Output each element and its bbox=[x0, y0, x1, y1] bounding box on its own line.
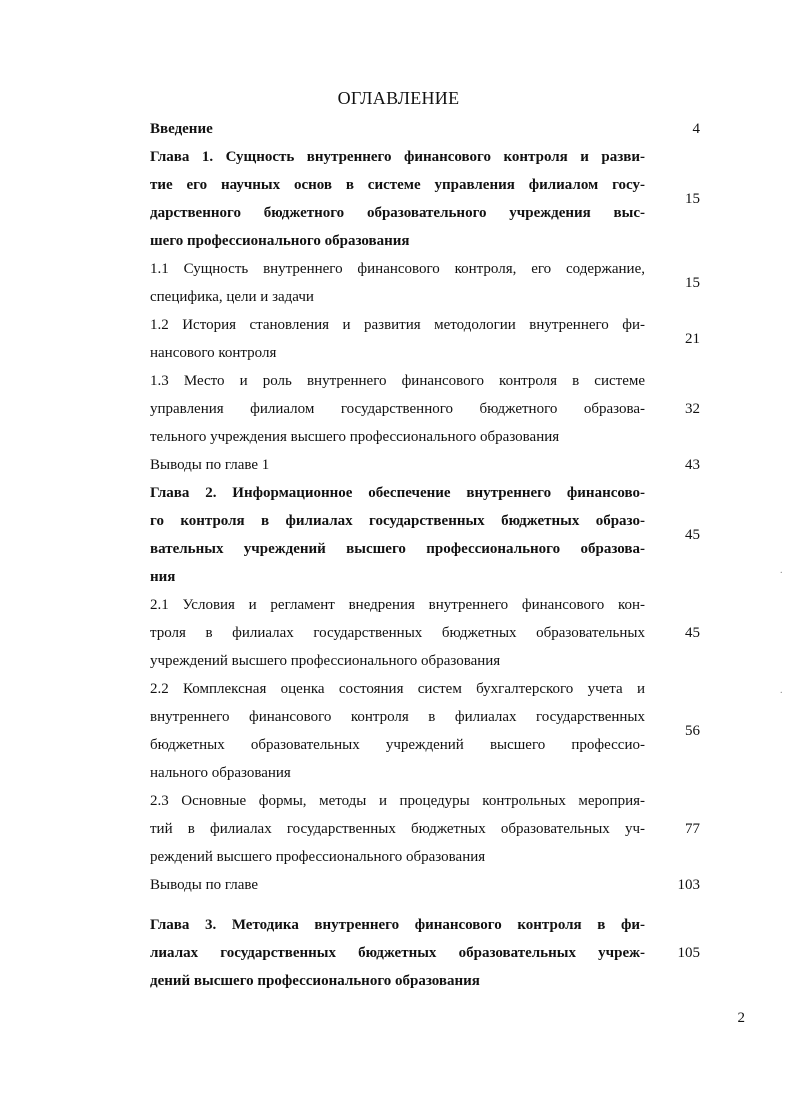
toc-entry bbox=[150, 591, 700, 675]
toc-entry-line: Введение bbox=[150, 121, 213, 137]
toc-entry-line: 2.2 Комплексная оценка состояния систем бухгалтерского учета и bbox=[150, 681, 645, 697]
toc-entry-line: реждений высшего профессионального образования bbox=[150, 849, 486, 865]
toc-entry-text bbox=[150, 115, 645, 143]
toc-entry-line: 2.1 Условия и регламент внедрения внутреннего финансового кон- bbox=[150, 597, 645, 613]
toc-entry-line: 2.3 Основные формы, методы и процедуры контрольных мероприя- bbox=[150, 793, 645, 809]
toc-entry-line: вательных учреждений высшего профессионального образова- bbox=[150, 541, 645, 557]
toc-chapter-entry bbox=[150, 911, 700, 995]
toc-entry-line: тие его научных основ в системе управления филиалом госу- bbox=[150, 177, 645, 193]
toc-entry-page: 4 bbox=[692, 120, 700, 137]
toc-entry-text bbox=[150, 911, 645, 995]
toc-entry bbox=[150, 787, 700, 871]
scan-mark: . bbox=[780, 565, 783, 576]
toc-entry-line: учреждений высшего профессионального образования bbox=[150, 653, 501, 669]
toc-entry-line: шего профессионального образования bbox=[150, 233, 410, 249]
toc-entry bbox=[150, 675, 700, 787]
toc-entry-line: 1.2 История становления и развития методологии внутреннего фи- bbox=[150, 317, 645, 333]
toc-entry-page: 45 bbox=[685, 624, 700, 641]
toc-chapter-entry bbox=[150, 143, 700, 255]
toc-entry-line: 1.3 Место и роль внутреннего финансового контроля в системе bbox=[150, 373, 645, 389]
toc-entry-line: специфика, цели и задачи bbox=[150, 289, 314, 305]
toc-chapter-entry bbox=[150, 115, 700, 143]
toc-entry-line: Глава 3. Методика внутреннего финансового контроля в фи- bbox=[150, 917, 645, 933]
toc-entry-line: нансового контроля bbox=[150, 345, 277, 361]
toc-chapter-entry bbox=[150, 479, 700, 591]
toc-entry-line: троля в филиалах государственных бюджетных образовательных bbox=[150, 625, 645, 641]
toc-entry bbox=[150, 311, 700, 367]
toc-entry bbox=[150, 255, 700, 311]
toc-entry-line: Выводы по главе 1 bbox=[150, 457, 270, 473]
toc-entry-page: 15 bbox=[685, 274, 700, 291]
toc-entry-line: внутреннего финансового контроля в филиалах государственных bbox=[150, 709, 645, 725]
toc-entry-text bbox=[150, 367, 645, 451]
toc-entry bbox=[150, 367, 700, 451]
toc-entry-line: тельного учреждения высшего профессионального образования bbox=[150, 429, 560, 445]
toc-entry-page: 15 bbox=[685, 190, 700, 207]
toc-entry-text bbox=[150, 479, 645, 591]
toc-entry-page: 56 bbox=[685, 722, 700, 739]
toc-entry-line: го контроля в филиалах государственных бюджетных образо- bbox=[150, 513, 645, 529]
toc-entry-text bbox=[150, 255, 645, 311]
toc-entry-line: бюджетных образовательных учреждений высшего профессио- bbox=[150, 737, 645, 753]
toc-entry-text bbox=[150, 871, 645, 899]
toc-entry-line: тий в филиалах государственных бюджетных образовательных уч- bbox=[150, 821, 645, 837]
toc-entry-line: лиалах государственных бюджетных образовательных учреж- bbox=[150, 945, 645, 961]
toc-entry-page: 77 bbox=[685, 820, 700, 837]
table-of-contents bbox=[150, 115, 700, 995]
toc-entry-line: дений высшего профессионального образования bbox=[150, 973, 480, 989]
toc-entry bbox=[150, 451, 700, 479]
toc-entry-line: 1.1 Сущность внутреннего финансового контроля, его содержание, bbox=[150, 261, 645, 277]
toc-entry-line: управления филиалом государственного бюджетного образова- bbox=[150, 401, 645, 417]
toc-entry-page: 103 bbox=[677, 876, 700, 893]
toc-entry-page: 21 bbox=[685, 330, 700, 347]
toc-entry-text bbox=[150, 311, 645, 367]
toc-entry-text bbox=[150, 787, 645, 871]
toc-entry-page: 32 bbox=[685, 400, 700, 417]
toc-entry-line: нального образования bbox=[150, 765, 291, 781]
toc-entry-page: 105 bbox=[677, 944, 700, 961]
scan-mark: . bbox=[780, 685, 783, 696]
toc-entry-text bbox=[150, 591, 645, 675]
toc-entry-text bbox=[150, 143, 645, 255]
toc-title: ОГЛАВЛЕНИЕ bbox=[337, 88, 460, 108]
toc-entry-text bbox=[150, 675, 645, 787]
toc-entry-line: Выводы по главе bbox=[150, 877, 259, 893]
toc-entry-page: 45 bbox=[685, 526, 700, 543]
toc-entry bbox=[150, 871, 700, 899]
toc-entry-line: Глава 2. Информационное обеспечение внутреннего финансово- bbox=[150, 485, 645, 501]
toc-entry-page: 43 bbox=[685, 456, 700, 473]
toc-entry-text bbox=[150, 451, 645, 479]
toc-entry-line: дарственного бюджетного образовательного учреждения выс- bbox=[150, 205, 645, 221]
page-number: 2 bbox=[737, 1010, 745, 1026]
toc-entry-line: Глава 1. Сущность внутреннего финансового контроля и разви- bbox=[150, 149, 645, 165]
toc-entry-line: ния bbox=[150, 569, 176, 585]
